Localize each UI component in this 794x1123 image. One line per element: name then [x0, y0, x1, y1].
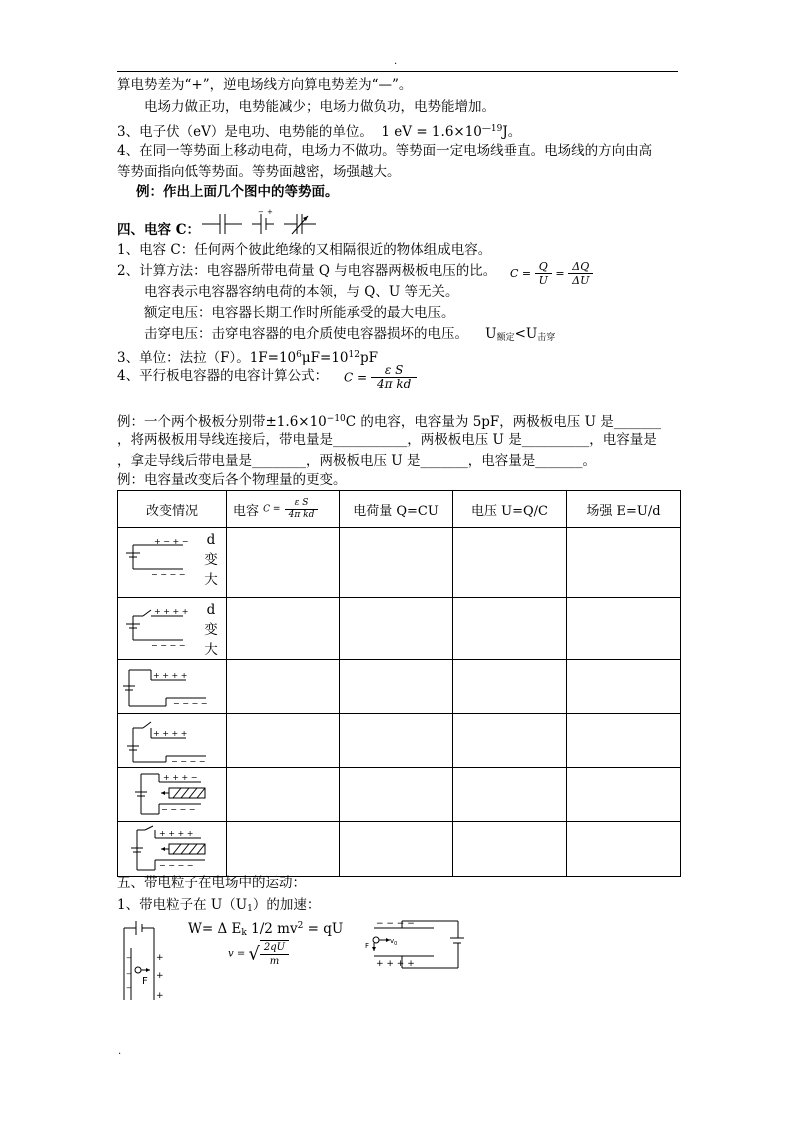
- svg-text:−: −: [126, 970, 132, 978]
- text-line: 算电势差为“+”，逆电场线方向算电势差为“—”。: [117, 77, 413, 93]
- svg-text:− − − −: − − − −: [151, 641, 186, 650]
- svg-text:− − − −: − − − −: [173, 699, 208, 708]
- table-cell: [453, 528, 567, 598]
- text-line: 电容表示电容器容纳电荷的本领，与 Q、U 等无关。: [144, 284, 459, 300]
- table-cell: [227, 768, 340, 822]
- table-cell: [340, 598, 453, 660]
- svg-text:+ + + +: + + + +: [153, 729, 188, 738]
- text-line: 1、带电粒子在 $U(U_1)$的加速：: [117, 897, 321, 914]
- header-rule: [117, 71, 678, 72]
- table-row: [118, 528, 681, 598]
- ev-value: 1 eV = 1.6×10: [381, 124, 482, 140]
- text-line: 4、平行板电容器的电容计算公式：: [117, 368, 329, 384]
- table-cell: [227, 528, 340, 598]
- text-line: [117, 120, 521, 141]
- table-cell: [453, 822, 567, 877]
- table-cell: [453, 660, 567, 714]
- text-line: ，拿走导线后带电量是________，两极板电压 U 是_______，电容量是_______。: [117, 453, 596, 469]
- capacitor-diagram: [121, 770, 221, 820]
- capacitor-diagram: [121, 533, 211, 593]
- svg-text:+: +: [156, 971, 164, 981]
- example-heading: 例：作出上面几个图中的等势面。: [136, 184, 339, 200]
- text-line: 例：电容量改变后各个物理量的更变。: [117, 472, 347, 488]
- section-title: 五、带电粒子在电场中的运动：: [117, 875, 306, 891]
- svg-text:− − − −: − − − −: [159, 861, 194, 870]
- table-cell: [453, 768, 567, 822]
- svg-text:+: +: [156, 953, 164, 963]
- svg-text:+ + + −: + + + −: [163, 773, 198, 782]
- table-cell: [567, 598, 681, 660]
- table-header-cell: 电荷量 Q=CU: [340, 491, 453, 528]
- text-line: 4、在同一等势面上移动电荷，电场力不做功。等势面一定电场线垂直。电场线的方向由高: [117, 143, 653, 159]
- velocity-formula: v = √ $\frac{2qU}{m}$: [228, 940, 289, 968]
- table-cell: [340, 714, 453, 768]
- table-row: [118, 660, 681, 714]
- table-cell: [453, 598, 567, 660]
- deflection-diagram: [362, 918, 466, 974]
- text-line: 等势面指向低等势面。等势面越密，场强越大。: [117, 164, 401, 180]
- svg-text:− − − −: − − − −: [171, 757, 206, 766]
- table-cell: [567, 768, 681, 822]
- svg-text:+ + + +: + + + +: [159, 829, 194, 838]
- table-cell: [567, 528, 681, 598]
- table-header-cell: 电压 U=Q/C: [453, 491, 567, 528]
- ev-unit: J。: [502, 124, 522, 140]
- capacitance-definition-formula: C = $\frac{Q}{U}$ = $\frac{\Delta Q}{\Delta U}$: [510, 260, 593, 287]
- row-label: d 变 大: [204, 602, 218, 658]
- footer-dot: .: [118, 1046, 122, 1057]
- table-header-row: [118, 491, 681, 528]
- text-line: 1、电容 C：任何两个彼此绝缘的又相隔很近的物体组成电容。: [117, 242, 492, 258]
- text-line: 2、计算方法：电容器所带电荷量 Q 与电容器两极板电压的比。: [117, 263, 497, 279]
- svg-text:−: −: [126, 954, 132, 962]
- row-figure-cell: [118, 822, 227, 877]
- force-label: F: [142, 976, 148, 987]
- table-cell: [227, 660, 340, 714]
- svg-text:+ − + −: + − + −: [154, 537, 189, 546]
- svg-text:+ + + +: + + + +: [154, 607, 189, 616]
- svg-text:−: −: [126, 984, 132, 992]
- table-row: [118, 598, 681, 660]
- table-cell: [340, 768, 453, 822]
- row-label: d 变 大: [204, 532, 218, 588]
- row-figure-cell: [118, 598, 227, 660]
- row-figure-cell: [118, 528, 227, 598]
- table-cell: [340, 660, 453, 714]
- table-row: [118, 822, 681, 877]
- capacitor-change-table: [117, 490, 681, 877]
- svg-text:− − − −: − − − −: [376, 919, 415, 929]
- acceleration-diagram: [118, 918, 180, 1004]
- table-cell: [227, 714, 340, 768]
- table-cell: [567, 714, 681, 768]
- section-title: 四、电容 C：: [117, 222, 200, 238]
- capacitor-symbols: [200, 206, 320, 236]
- svg-text:− − − −: − − − −: [161, 805, 196, 814]
- capacitor-diagram: [121, 662, 221, 712]
- svg-text:+: +: [156, 991, 164, 1001]
- text-line: 击穿电压：击穿电容器的电介质使电容器损坏的电压。 $U_{额定}<U_{击穿}$: [144, 326, 556, 343]
- text-line: 例：一个两个极板分别带$\pm 1.6\times 10^{-10}C$ 的电容，电容量为 5pF，两极板电压 U 是_______: [117, 414, 662, 430]
- table-cell: [567, 822, 681, 877]
- svg-text:− − − −: − − − −: [151, 570, 186, 579]
- ev-exp: —19: [481, 124, 503, 134]
- row-figure-cell: [118, 768, 227, 822]
- v0-label: $v_0$: [390, 937, 398, 947]
- table-cell: [340, 528, 453, 598]
- table-header-cell: 场强 E=U/d: [567, 491, 681, 528]
- table-cell: [453, 714, 567, 768]
- table-cell: [227, 822, 340, 877]
- table-cell: [340, 822, 453, 877]
- svg-text:+ + + +: + + + +: [153, 671, 188, 680]
- parallel-plate-formula: C = $\frac{\text{ε S}}{\text{4π kd}}$: [344, 364, 417, 391]
- row-figure-cell: [118, 660, 227, 714]
- ev-label: 3、电子伏（eV）是电功、电势能的单位。: [117, 124, 373, 140]
- table-cell: [227, 598, 340, 660]
- svg-text:−: −: [258, 208, 264, 216]
- capacitor-diagram: [121, 824, 221, 874]
- row-figure-cell: [118, 714, 227, 768]
- table-row: [118, 714, 681, 768]
- text-line: ，将两极板用导线连接后，带电量是___________，两极板电压 U 是__________，电容量是: [117, 432, 657, 448]
- table-header-cell: 电容 C = $\frac{\text{ε S}}{\text{4π kd}}$: [227, 491, 340, 528]
- force-label: F: [365, 942, 370, 950]
- table-row: [118, 768, 681, 822]
- text-line: 电场力做正功，电势能减少；电场力做负功，电势能增加。: [144, 99, 495, 115]
- text-line: 3、单位：法拉（F）。$1F=10^6\mu F=10^{12}pF$: [117, 350, 378, 366]
- table-header-cell: 改变情况: [118, 491, 227, 528]
- svg-text:+: +: [267, 208, 273, 216]
- capacitor-diagram: [121, 716, 221, 766]
- table-cell: [567, 660, 681, 714]
- energy-equation: W= Δ $E_k$ 1/2 $mv^2$ = qU: [188, 921, 344, 938]
- capacitor-diagram: [121, 600, 211, 660]
- text-line: 额定电压：电容器长期工作时所能承受的最大电压。: [144, 305, 455, 321]
- svg-text:+ + + +: + + + +: [376, 959, 415, 969]
- header-dot: .: [394, 56, 398, 67]
